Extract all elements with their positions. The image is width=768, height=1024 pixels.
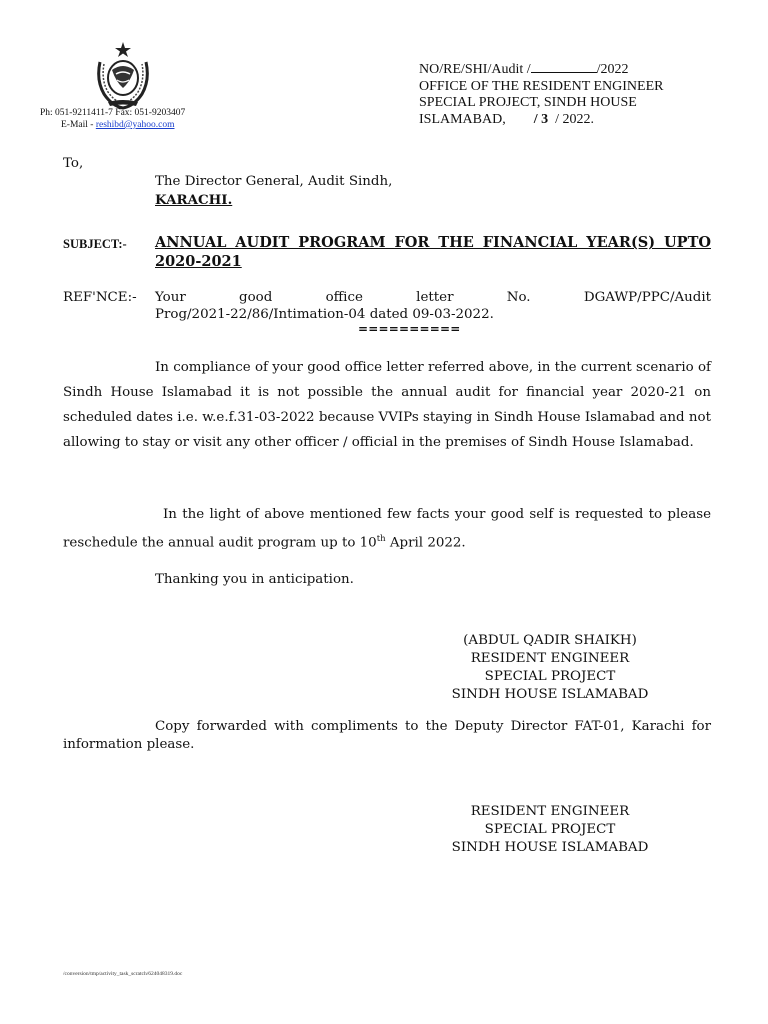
reference-separator: ========== (358, 322, 461, 336)
email-link[interactable]: reshibd@yahoo.com (95, 120, 175, 130)
second-signature-block (440, 803, 660, 857)
body-paragraph-1: In compliance of your good office letter referred above, in the current scenario of Sindh House Islamabad it is not possible the annual audit for financial year 2020-21 on scheduled dates i.e. w.e.f.31-03-2022 because VVIPs staying in Sindh House Islamabad and not allowing to stay or visit any other officer / official in the premises of Sindh House Islamabad. (63, 360, 711, 450)
para2-text: In the light of above mentioned few facts your good self is requested to please reschedule the annual audit program up to 10 (63, 507, 711, 551)
reference-label: REF'NCE:- (63, 290, 137, 305)
salutation: To, (63, 156, 84, 171)
closing-line: Thanking you in anticipation. (155, 572, 354, 587)
second-signatory-place: SINDH HOUSE ISLAMABAD (451, 840, 649, 855)
reference-prefix: NO/RE/SHI/Audit / (419, 62, 531, 77)
para2-date: April 2022. (385, 535, 466, 551)
reference-number (419, 60, 664, 79)
second-signatory-title: RESIDENT ENGINEER (470, 804, 630, 819)
reference-line-1: Your good office letter No. DGAWP/PPC/Audit (155, 290, 711, 305)
email-line (40, 119, 185, 131)
recipient-city: KARACHI. (155, 192, 233, 208)
footer-file-path: /conversion/tmp/activity_task_scratch/624048319.doc (63, 971, 183, 977)
email-label: E-Mail - (61, 120, 96, 130)
body-paragraph-2 (63, 502, 711, 555)
government-of-sindh-emblem-icon (90, 40, 156, 110)
office-line-1: OFFICE OF THE RESIDENT ENGINEER (419, 78, 664, 94)
contact-info (40, 107, 185, 131)
signatory-name: (ABDUL QADIR SHAIKH) (463, 633, 637, 648)
signatory-dept: SPECIAL PROJECT (484, 669, 616, 684)
subject-text (155, 233, 711, 271)
city-date-line (419, 112, 664, 129)
second-signatory-dept: SPECIAL PROJECT (484, 822, 616, 837)
date-day: / 3 (533, 111, 549, 127)
recipient-name: The Director General, Audit Sindh, (155, 174, 393, 189)
signatory-title: RESIDENT ENGINEER (470, 651, 630, 666)
date-year: / 2022. (555, 111, 595, 127)
office-line-2: SPECIAL PROJECT, SINDH HOUSE (419, 95, 637, 110)
phone-fax-line: Ph: 051-9211411-7 Fax: 051-9203407 (40, 108, 186, 118)
recipient-address (155, 173, 392, 209)
reference-blank (531, 60, 597, 73)
para2-superscript: th (376, 534, 386, 544)
signature-block (440, 632, 660, 704)
reference-text (155, 290, 711, 323)
signatory-place: SINDH HOUSE ISLAMABAD (451, 687, 649, 702)
subject-label: SUBJECT:- (63, 237, 127, 251)
subject-text-content: ANNUAL AUDIT PROGRAM FOR THE FINANCIAL YEAR(S) UPTO 2020-2021 (155, 234, 711, 270)
copy-forwarded-note: Copy forwarded with compliments to the Deputy Director FAT-01, Karachi for information please. (63, 719, 711, 752)
office-address-block (419, 60, 664, 128)
office-city: ISLAMABAD, (419, 111, 506, 127)
reference-line-2: Prog/2021-22/86/Intimation-04 dated 09-03-2022. (155, 306, 494, 322)
reference-suffix: /2022 (596, 62, 629, 77)
